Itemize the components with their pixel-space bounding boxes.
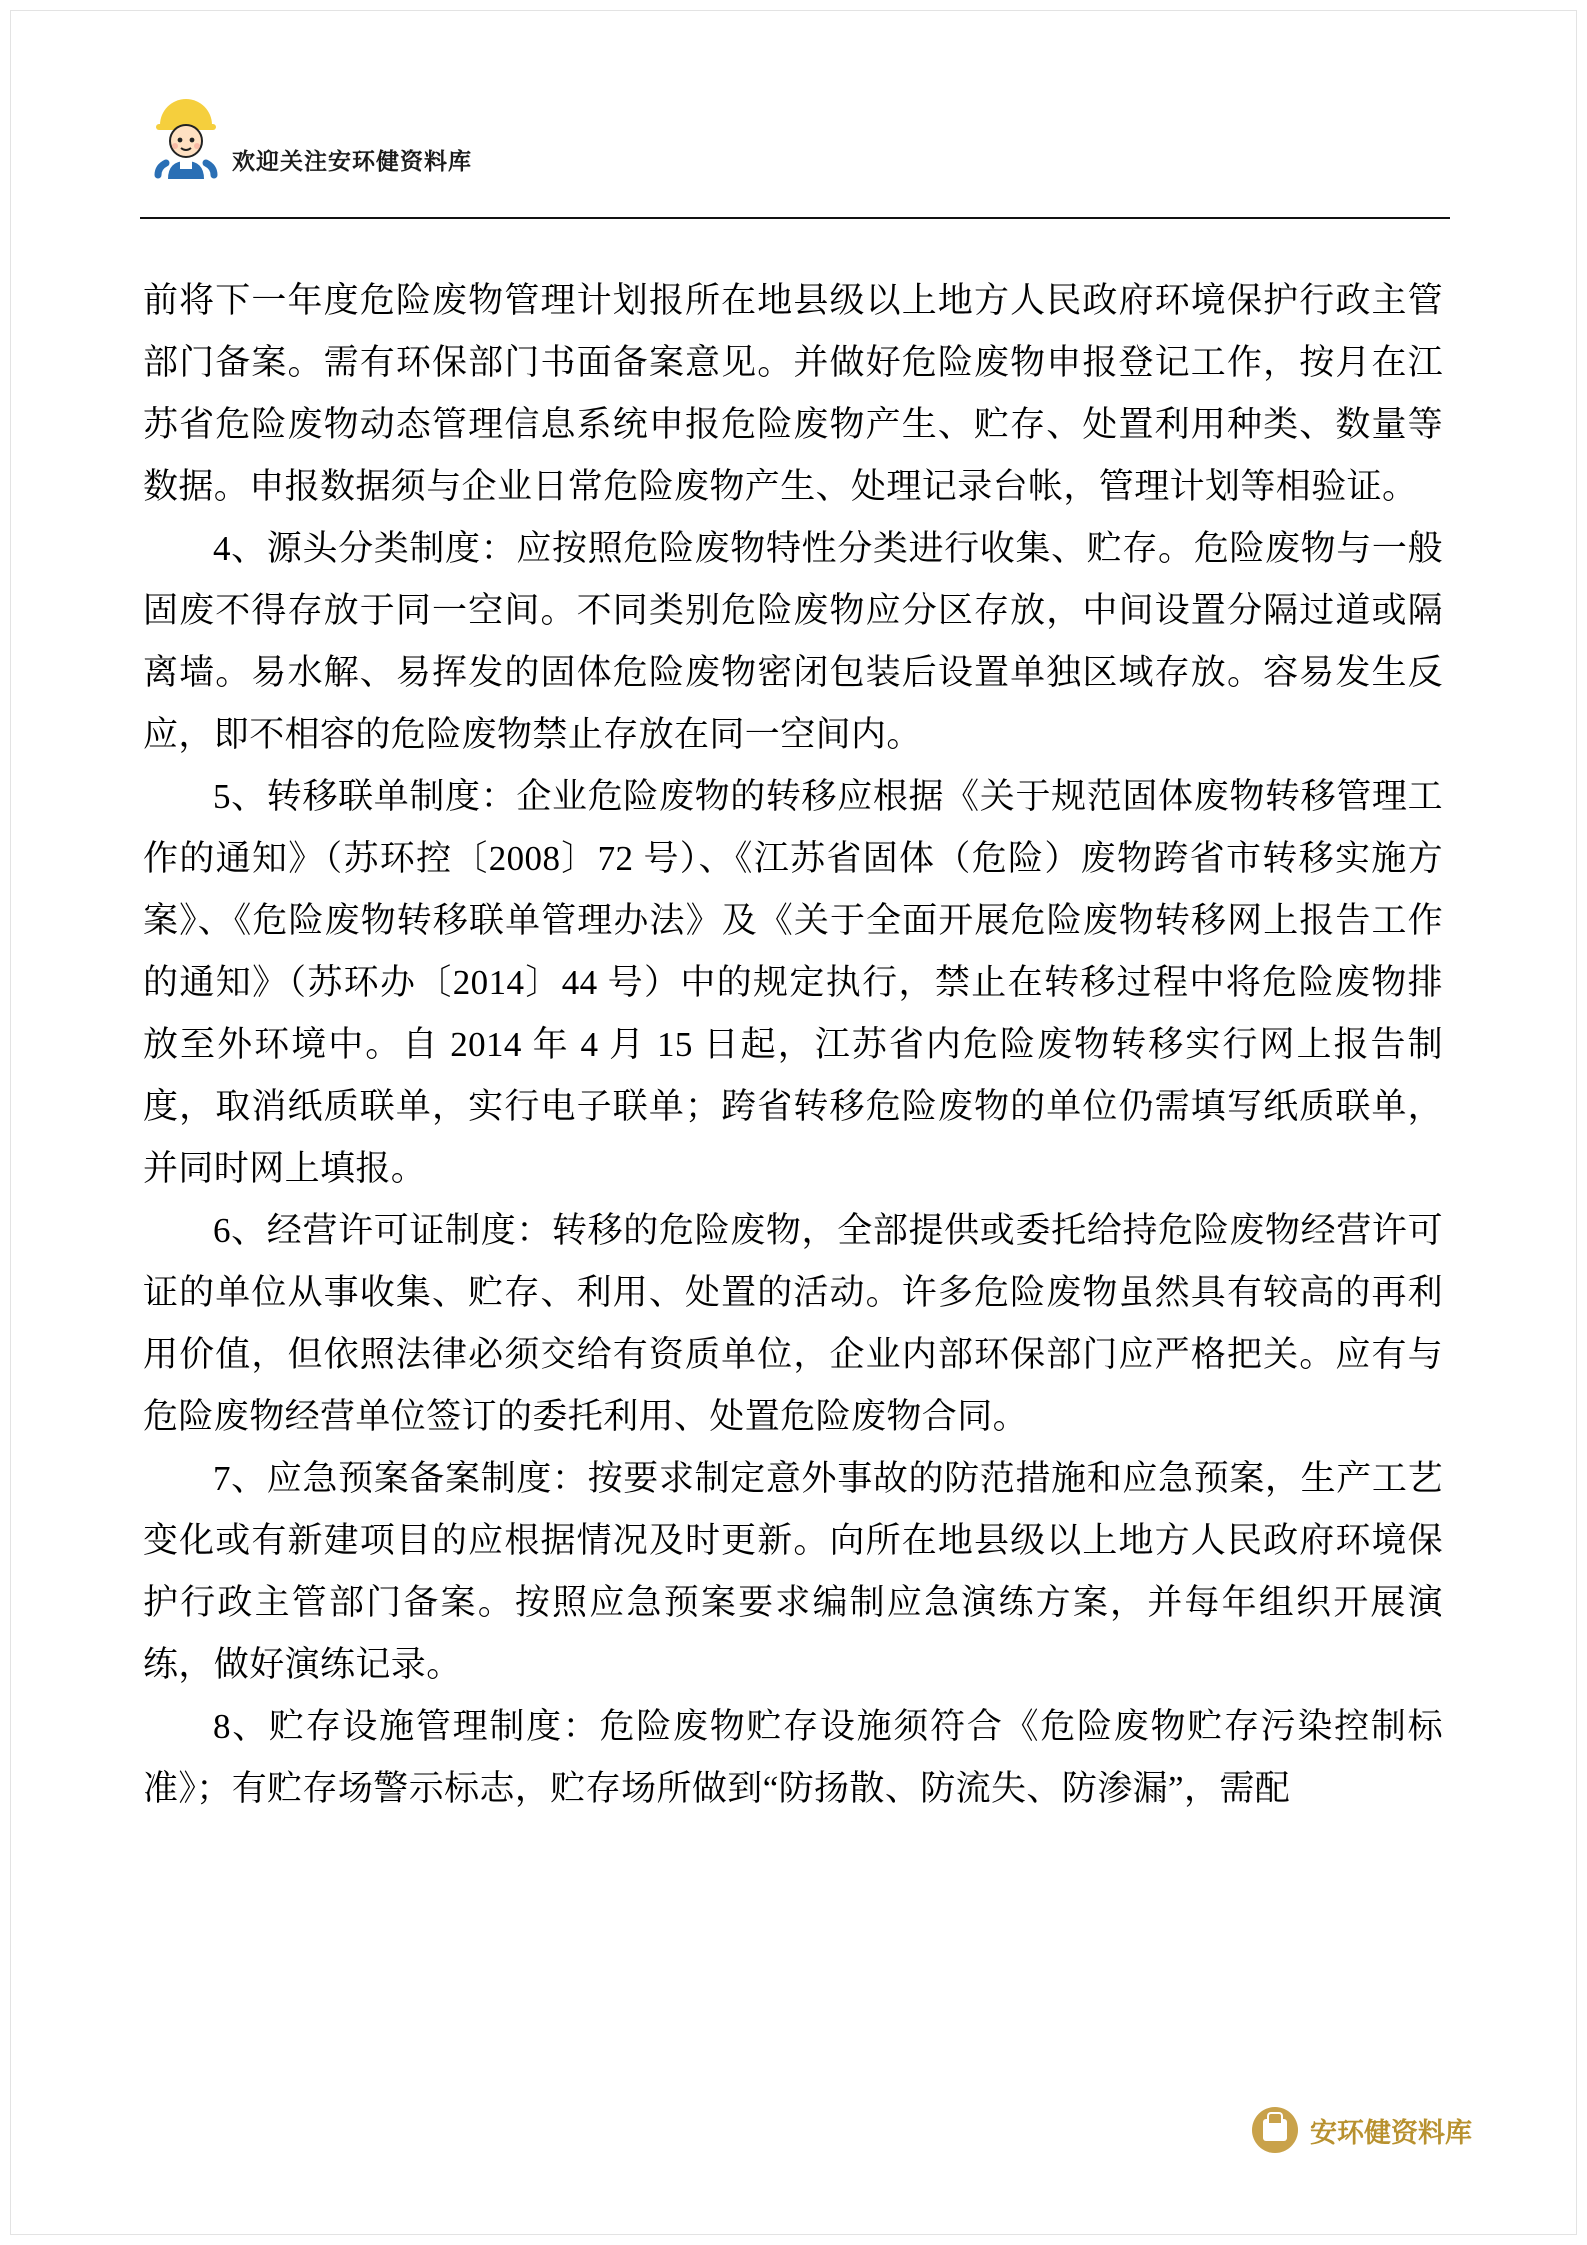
paragraph-item-5: 5、转移联单制度：企业危险废物的转移应根据《关于规范固体废物转移管理工作的通知》（苏环控〔2008〕72 号）、《江苏省固体（危险）废物跨省市转移实施方案》、《危险废物转移联单管理办法》及《关于全面开展危险废物转移网上报告工作的通知》（苏环办〔2014〕44 号）中的规定执行，禁止在转移过程中将危险废物排放至外环境中。自 2014 年 4 月 15 日起，江苏省内危险废物转移实行网上报告制度，取消纸质联单，实行电子联单；跨省转移危险废物的单位仍需填写纸质联单，并同时网上填报。 bbox=[143, 777, 1443, 1188]
header-divider bbox=[140, 217, 1450, 219]
page-header bbox=[140, 95, 1450, 195]
paragraph-item-7: 7、应急预案备案制度：按要求制定意外事故的防范措施和应急预案，生产工艺变化或有新建项目的应根据情况及时更新。向所在地县级以上地方人民政府环境保护行政主管部门备案。按照应急预案要求编制应急演练方案，并每年组织开展演练，做好演练记录。 bbox=[143, 1459, 1443, 1684]
paragraph-item-4: 4、源头分类制度：应按照危险废物特性分类进行收集、贮存。危险废物与一般固废不得存放于同一空间。不同类别危险废物应分区存放，中间设置分隔过道或隔离墙。易水解、易挥发的固体危险废物密闭包装后设置单独区域存放。容易发生反应，即不相容的危险废物禁止存放在同一空间内。 bbox=[143, 529, 1443, 754]
header-title: 欢迎关注安环健资料库 bbox=[232, 148, 472, 174]
paragraph-item-8: 8、贮存设施管理制度：危险废物贮存设施须符合《危险废物贮存污染控制标准》；有贮存场警示标志，贮存场所做到“防扬散、防流失、防渗漏”，需配 bbox=[143, 1707, 1443, 1808]
footer-label: 安环健资料库 bbox=[1310, 2117, 1472, 2148]
footer-watermark bbox=[1252, 2107, 1472, 2153]
paragraph-item-6: 6、经营许可证制度：转移的危险废物，全部提供或委托给持危险废物经营许可证的单位从事收集、贮存、利用、处置的活动。许多危险废物虽然具有较高的再利用价值，但依照法律必须交给有资质单位，企业内部环保部门应严格把关。应有与危险废物经营单位签订的委托利用、处置危险废物合同。 bbox=[143, 1211, 1443, 1436]
worker-mascot-icon bbox=[150, 95, 222, 179]
document-body bbox=[143, 270, 1443, 1820]
paragraph-continuation: 前将下一年度危险废物管理计划报所在地县级以上地方人民政府环境保护行政主管部门备案。需有环保部门书面备案意见。并做好危险废物申报登记工作，按月在江苏省危险废物动态管理信息系统申报危险废物产生、贮存、处置利用种类、数量等数据。申报数据须与企业日常危险废物产生、处理记录台帐，管理计划等相验证。 bbox=[143, 281, 1443, 506]
book-badge-icon bbox=[1252, 2107, 1298, 2153]
